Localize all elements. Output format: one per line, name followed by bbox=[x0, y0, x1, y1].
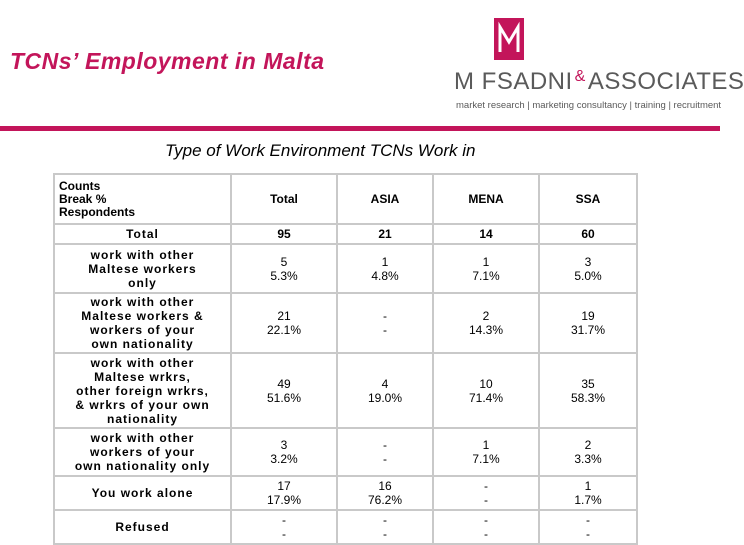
row-label-line: work with other bbox=[90, 431, 195, 445]
row-label-line: workers of your bbox=[89, 323, 196, 337]
row-label-line: only bbox=[128, 275, 157, 290]
row-label-line: work with other bbox=[90, 247, 195, 262]
cell-percent: 22.1% bbox=[266, 323, 302, 337]
cell-value bbox=[337, 428, 433, 476]
cell-count: 5 bbox=[280, 254, 288, 269]
row-label: Refused bbox=[54, 510, 231, 544]
cell-count: 16 bbox=[378, 479, 392, 493]
cell-count: 4 bbox=[381, 376, 389, 391]
cell-count: - bbox=[586, 513, 590, 527]
cell-count: - bbox=[484, 513, 488, 527]
cell-percent: 76.2% bbox=[367, 493, 403, 507]
row-label-line: own nationality bbox=[91, 337, 194, 351]
cell-count: 1 bbox=[482, 438, 490, 452]
cell-count: 10 bbox=[479, 376, 493, 391]
cell-value bbox=[337, 244, 433, 293]
cell-percent: - bbox=[586, 527, 590, 541]
results-table bbox=[53, 173, 638, 545]
row-label bbox=[54, 353, 231, 428]
cell-percent: 3.2% bbox=[270, 452, 298, 466]
row-label-line: workers of your bbox=[89, 445, 196, 459]
table-row-total bbox=[54, 224, 637, 244]
table-subtitle: Type of Work Environment TCNs Work in bbox=[165, 141, 476, 160]
row-label: You work alone bbox=[54, 476, 231, 510]
table-row bbox=[54, 476, 637, 510]
cell-count: 1 bbox=[584, 479, 592, 493]
cell-value bbox=[337, 293, 433, 353]
brand-tagline: market research | marketing consultancy | training | recruitment bbox=[456, 100, 722, 111]
cell-value: 95 bbox=[231, 224, 337, 244]
brand-ampersand: & bbox=[574, 68, 586, 85]
cell-value bbox=[539, 244, 637, 293]
cell-value bbox=[433, 510, 539, 544]
brand-left: M FSADNI bbox=[454, 68, 573, 95]
table-row bbox=[54, 244, 637, 293]
cell-count: 17 bbox=[277, 479, 291, 493]
cell-value bbox=[231, 476, 337, 510]
cell-count: 3 bbox=[584, 254, 592, 269]
column-header-total: Total bbox=[231, 174, 337, 224]
row-label-line: work with other bbox=[90, 295, 195, 309]
cell-percent: 7.1% bbox=[472, 452, 500, 466]
table-row bbox=[54, 510, 637, 544]
cell-percent: 1.7% bbox=[574, 493, 602, 507]
cell-value bbox=[231, 244, 337, 293]
cell-percent: - bbox=[484, 493, 488, 507]
cell-value bbox=[539, 476, 637, 510]
table-row bbox=[54, 428, 637, 476]
row-label-line: nationality bbox=[106, 411, 178, 426]
column-header-asia: ASIA bbox=[337, 174, 433, 224]
cell-value bbox=[539, 510, 637, 544]
cell-value bbox=[433, 428, 539, 476]
cell-value bbox=[539, 353, 637, 428]
cell-count: 35 bbox=[581, 376, 595, 391]
cell-percent: 51.6% bbox=[266, 390, 302, 405]
cell-percent: 14.3% bbox=[468, 323, 504, 337]
row-label-line: Maltese workers bbox=[88, 261, 197, 276]
cell-count: - bbox=[282, 513, 286, 527]
cell-count: - bbox=[484, 479, 488, 493]
cell-value bbox=[231, 353, 337, 428]
cell-percent: 58.3% bbox=[570, 390, 606, 405]
cell-count: - bbox=[383, 309, 387, 323]
row-label: Total bbox=[54, 224, 231, 244]
cell-count: 49 bbox=[277, 376, 291, 391]
cell-percent: - bbox=[383, 323, 387, 337]
row-label-line: & wrkrs of your own bbox=[75, 397, 210, 412]
cell-value bbox=[337, 353, 433, 428]
row-label-line: Maltese wrkrs, bbox=[94, 369, 191, 384]
cell-value: 14 bbox=[433, 224, 539, 244]
cell-percent: 3.3% bbox=[574, 452, 602, 466]
cell-percent: - bbox=[383, 452, 387, 466]
cell-percent: - bbox=[282, 527, 286, 541]
row-label-line: work with other bbox=[90, 355, 195, 370]
brand-right: ASSOCIATES bbox=[587, 68, 744, 95]
header-corner bbox=[54, 174, 231, 224]
cell-count: - bbox=[383, 513, 387, 527]
cell-value bbox=[231, 510, 337, 544]
row-label bbox=[54, 244, 231, 293]
table-row bbox=[54, 353, 637, 428]
brand-name bbox=[454, 68, 744, 96]
cell-value bbox=[337, 510, 433, 544]
row-label bbox=[54, 293, 231, 353]
cell-count: 1 bbox=[482, 254, 490, 269]
cell-value bbox=[337, 476, 433, 510]
cell-percent: 19.0% bbox=[367, 390, 403, 405]
corner-line: Respondents bbox=[59, 204, 136, 219]
corner-line: Break % bbox=[59, 191, 107, 206]
cell-count: 19 bbox=[581, 309, 595, 323]
cell-percent: 17.9% bbox=[266, 493, 302, 507]
cell-count: - bbox=[383, 438, 387, 452]
table-row bbox=[54, 293, 637, 353]
slide-title: TCNs’ Employment in Malta bbox=[10, 48, 325, 74]
cell-value bbox=[231, 428, 337, 476]
corner-line: Counts bbox=[59, 178, 101, 193]
cell-value bbox=[433, 244, 539, 293]
header-divider bbox=[0, 126, 720, 131]
cell-percent: 7.1% bbox=[472, 268, 500, 283]
company-logo-icon bbox=[494, 18, 524, 60]
cell-value bbox=[539, 293, 637, 353]
cell-value bbox=[433, 353, 539, 428]
cell-value bbox=[231, 293, 337, 353]
cell-percent: - bbox=[383, 527, 387, 541]
column-header-ssa: SSA bbox=[539, 174, 637, 224]
cell-percent: 4.8% bbox=[371, 268, 399, 283]
cell-percent: - bbox=[484, 527, 488, 541]
row-label-line: Maltese workers & bbox=[81, 309, 204, 323]
cell-value: 21 bbox=[337, 224, 433, 244]
cell-percent: 5.3% bbox=[270, 268, 298, 283]
cell-count: 3 bbox=[280, 438, 288, 452]
cell-percent: 31.7% bbox=[570, 323, 606, 337]
column-header-mena: MENA bbox=[433, 174, 539, 224]
row-label-line: other foreign wrkrs, bbox=[76, 383, 209, 398]
cell-count: 21 bbox=[277, 309, 291, 323]
row-label bbox=[54, 428, 231, 476]
row-label-line: own nationality only bbox=[74, 459, 211, 473]
cell-count: 1 bbox=[381, 254, 389, 269]
cell-percent: 71.4% bbox=[468, 390, 504, 405]
cell-value bbox=[539, 428, 637, 476]
cell-value bbox=[433, 476, 539, 510]
cell-value: 60 bbox=[539, 224, 637, 244]
cell-value bbox=[433, 293, 539, 353]
cell-count: 2 bbox=[482, 309, 490, 323]
cell-count: 2 bbox=[584, 438, 592, 452]
cell-percent: 5.0% bbox=[574, 268, 602, 283]
